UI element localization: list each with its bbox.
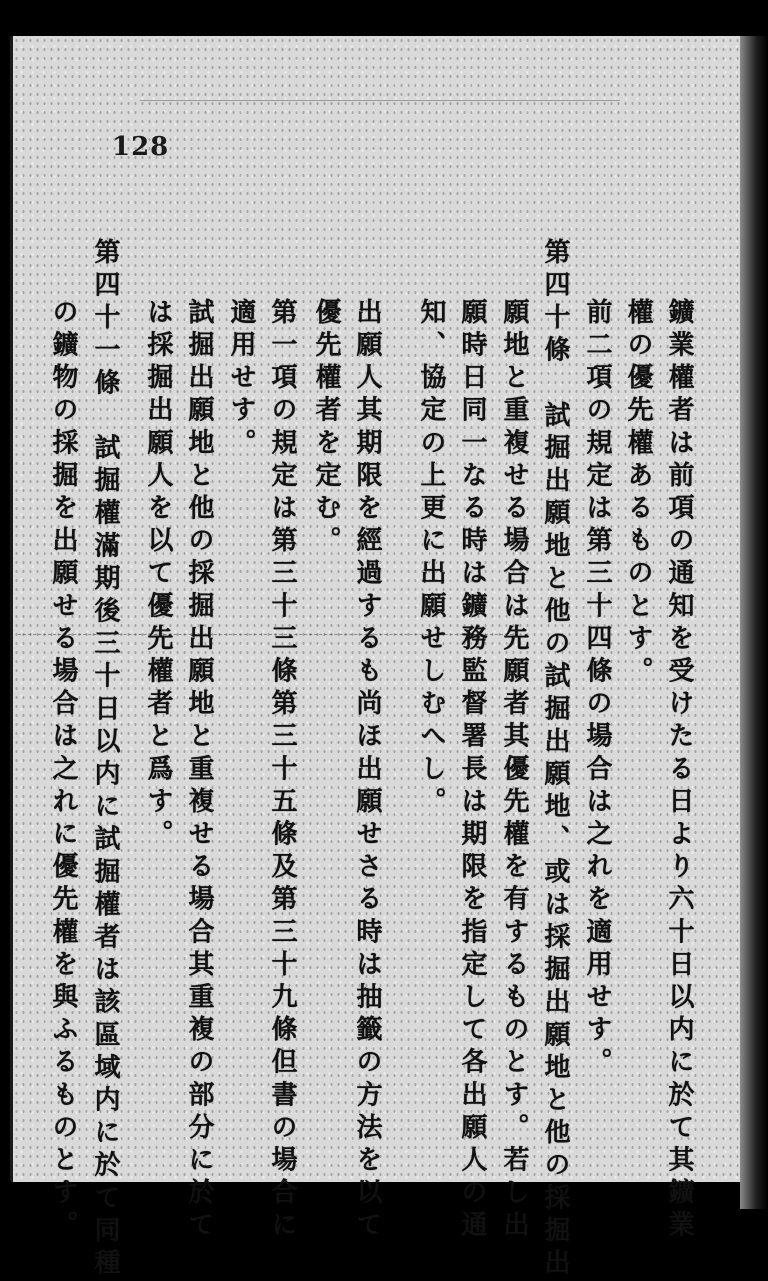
text-column: 試掘出願地と他の採掘出願地と重複せる場合其重複の部分に於て bbox=[184, 298, 214, 1244]
text-column: 第四十條 試掘出願地と他の試掘出願地、或は採掘出願地と他の採掘出 bbox=[540, 238, 570, 1281]
text-column: 適用せす。 bbox=[226, 298, 256, 461]
text-column: 願地と重複せる場合は先願者其優先權を有するものとす。若し出 bbox=[499, 298, 529, 1244]
text-column: 第一項の規定は第三十三條第三十五條及第三十九條但書の場合に bbox=[267, 298, 297, 1244]
text-column: 鑛業權者は前項の通知を受けたる日より六十日以内に於て其鑛業 bbox=[664, 298, 694, 1244]
text-column: 權の優先權あるものとす。 bbox=[623, 298, 653, 690]
text-column: 前二項の規定は第三十四條の場合は之れを適用せす。 bbox=[582, 298, 612, 1081]
text-column: の鑛物の採掘を出願せる場合は之れに優先權を與ふるものとす。 bbox=[48, 298, 78, 1244]
text-column: 出願人其期限を經過するも尚ほ出願せさる時は抽籤の方法を以て bbox=[352, 298, 382, 1244]
header-rule bbox=[140, 100, 620, 101]
text-column: は採掘出願人を以て優先權者と爲す。 bbox=[143, 298, 173, 853]
text-column: 優先權者を定む。 bbox=[311, 298, 341, 559]
text-column: 知、協定の上更に出願せしむへし。 bbox=[416, 298, 446, 820]
text-column: 願時日同一なる時は鑛務監督署長は期限を指定して各出願人の通 bbox=[457, 298, 487, 1244]
text-column: 第四十一條 試掘權滿期後三十日以内に試掘權者は該區域内に於て同種 bbox=[90, 238, 120, 1281]
page-number: 128 bbox=[112, 132, 170, 162]
vertical-text-body bbox=[40, 230, 700, 1281]
page-edge-shadow bbox=[740, 36, 768, 1209]
